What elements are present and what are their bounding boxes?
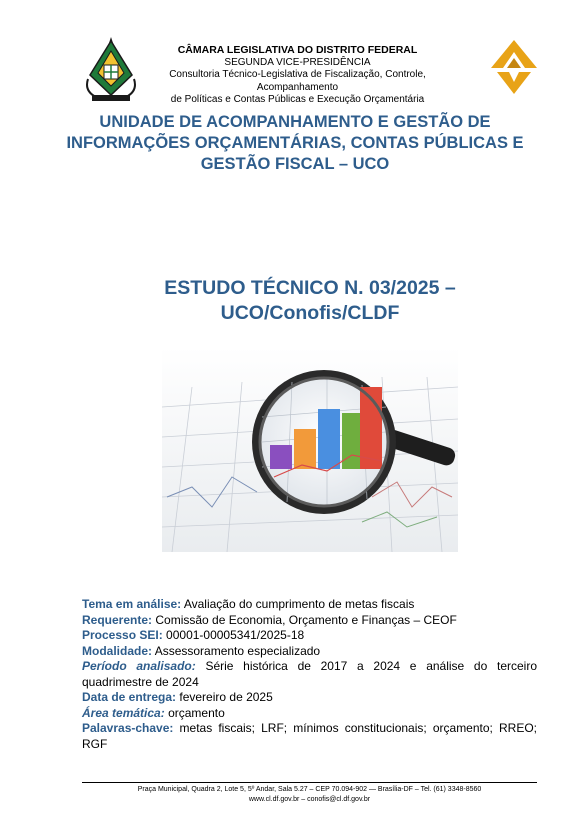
footer <box>82 785 537 805</box>
unit-heading-line2: INFORMAÇÕES ORÇAMENTÁRIAS, CONTAS PÚBLICAS E <box>66 134 524 152</box>
study-title <box>110 276 510 326</box>
meta-keywords: Palavras-chave: metas fiscais; LRF; mínimos constitucionais; orçamento; RREO; RGF <box>82 721 537 751</box>
magnifying-glass-bar-chart-image <box>162 347 458 552</box>
header-block <box>130 44 465 107</box>
vice-presidency: SEGUNDA VICE-PRESIDÊNCIA <box>224 56 371 68</box>
unit-heading-line3: GESTÃO FISCAL – UCO <box>200 155 390 173</box>
meta-thematic-area: Área temática: orçamento <box>82 705 225 720</box>
study-title-line2: UCO/Conofis/CLDF <box>220 302 400 324</box>
footer-divider <box>82 782 537 783</box>
metadata-block <box>82 597 537 752</box>
meta-requester: Requerente: Comissão de Economia, Orçamento e Finanças – CEOF <box>82 612 457 627</box>
footer-address: Praça Municipal, Quadra 2, Lote 5, 5º Andar, Sala 5.27 – CEP 70.094-902 — Brasília-DF – Tel. (61) 3348-8560 <box>137 786 482 793</box>
cldf-gold-emblem-icon <box>489 38 539 96</box>
meta-topic: Tema em análise: Avaliação do cumprimento de metas fiscais <box>82 597 415 611</box>
consultancy-line2: de Políticas e Contas Públicas e Execução Orçamentária <box>170 94 425 105</box>
study-title-line1: ESTUDO TÉCNICO N. 03/2025 – <box>164 277 456 299</box>
meta-period: Período analisado: Série histórica de 2017 a 2024 e análise do terceiro quadrimestre de 2024 <box>82 659 537 689</box>
footer-contact: www.cl.df.gov.br – conofis@cl.df.gov.br <box>248 796 371 803</box>
unit-heading <box>60 112 530 175</box>
meta-delivery-date: Data de entrega: fevereiro de 2025 <box>82 690 273 704</box>
institution-name: CÂMARA LEGISLATIVA DO DISTRITO FEDERAL <box>177 44 418 56</box>
meta-sei-process: Processo SEI: 00001-00005341/2025-18 <box>82 628 305 642</box>
meta-modality: Modalidade: Assessoramento especializado <box>82 643 321 658</box>
consultancy-line1: Consultoria Técnico-Legislativa de Fiscalização, Controle, Acompanhamento <box>169 69 426 93</box>
unit-heading-line1: UNIDADE DE ACOMPANHAMENTO E GESTÃO DE <box>99 113 491 131</box>
